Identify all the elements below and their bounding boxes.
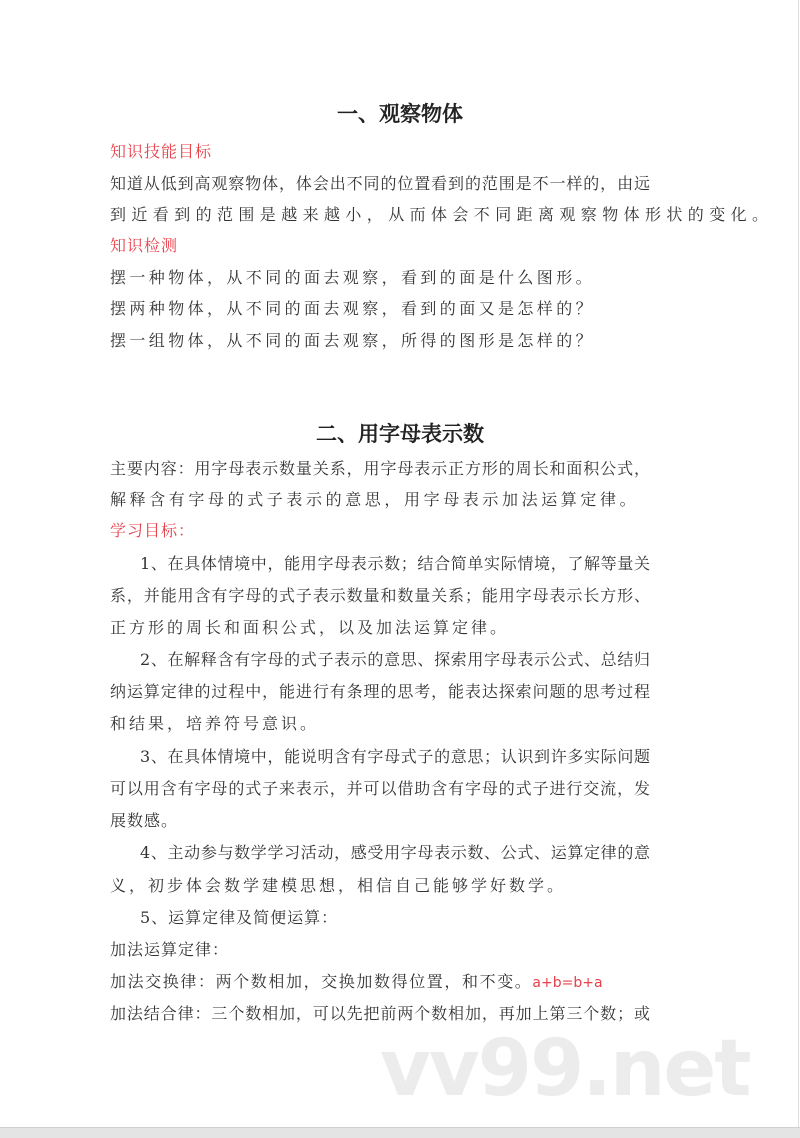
- check-item: 摆一种物体，从不同的面去观察，看到的面是什么图形。: [110, 268, 596, 287]
- main-content-line: 解释含有字母的式子表示的意思，用字母表示加法运算定律。: [110, 490, 640, 509]
- section-title-observe: 一、观察物体: [337, 102, 463, 126]
- goal-line: 义，初步体会数学建模思想，相信自己能够学好数学。: [110, 876, 567, 895]
- goal-line: 2、在解释含有字母的式子表示的意思、探索用字母表示公式、总结归: [140, 650, 650, 669]
- commutative-law: [110, 972, 650, 993]
- check-item: 摆两种物体，从不同的面去观察，看到的面又是怎样的？: [110, 299, 596, 318]
- goal-line: 1、在具体情境中，能用字母表示数；结合简单实际情境，了解等量关: [140, 554, 650, 573]
- goal-line: 正方形的周长和面积公式，以及加法运算定律。: [110, 618, 510, 637]
- goal-line: 4、主动参与数学学习活动，感受用字母表示数、公式、运算定律的意: [140, 843, 650, 862]
- commutative-formula: a+b=b+a: [532, 975, 603, 991]
- goal-line: 展数感。: [110, 811, 179, 830]
- goal-line: 纳运算定律的过程中，能进行有条理的思考，能表达探索问题的思考过程: [110, 682, 650, 701]
- associative-law: 加法结合律：三个数相加，可以先把前两个数相加，再加上第三个数；或: [110, 1004, 650, 1023]
- goal-line: 可以用含有字母的式子来表示，并可以借助含有字母的式子进行交流，发: [110, 779, 650, 798]
- goal-line: 和结果，培养符号意识。: [110, 714, 320, 733]
- commutative-law-text: 加法交换律：两个数相加，交换加数得位置，和不变。: [110, 972, 533, 991]
- viewer-bottom-bar: [0, 1127, 800, 1138]
- heading-skill-goals: 知识技能目标: [110, 142, 213, 161]
- heading-knowledge-check: 知识检测: [110, 236, 179, 255]
- check-item: 摆一组物体，从不同的面去观察，所得的图形是怎样的？: [110, 331, 596, 350]
- para-line: 到近看到的范围是越来越小，从而体会不同距离观察物体形状的变化。: [110, 205, 774, 224]
- addition-laws-heading: 加法运算定律：: [110, 940, 230, 959]
- goal-line: 3、在具体情境中，能说明含有字母式子的意思；认识到许多实际问题: [140, 747, 650, 766]
- heading-learning-goals: 学习目标：: [110, 521, 196, 540]
- main-content-line: 主要内容：用字母表示数量关系，用字母表示正方形的周长和面积公式，: [110, 459, 650, 478]
- watermark: vv99.net: [380, 1024, 750, 1114]
- para-line: 知道从低到高观察物体，体会出不同的位置看到的范围是不一样的，由远: [110, 174, 650, 193]
- goal-line: 5、运算定律及简便运算：: [140, 908, 339, 927]
- section-title-letters: 二、用字母表示数: [316, 422, 484, 446]
- goal-line: 系，并能用含有字母的式子表示数量和数量关系；能用字母表示长方形、: [110, 586, 650, 605]
